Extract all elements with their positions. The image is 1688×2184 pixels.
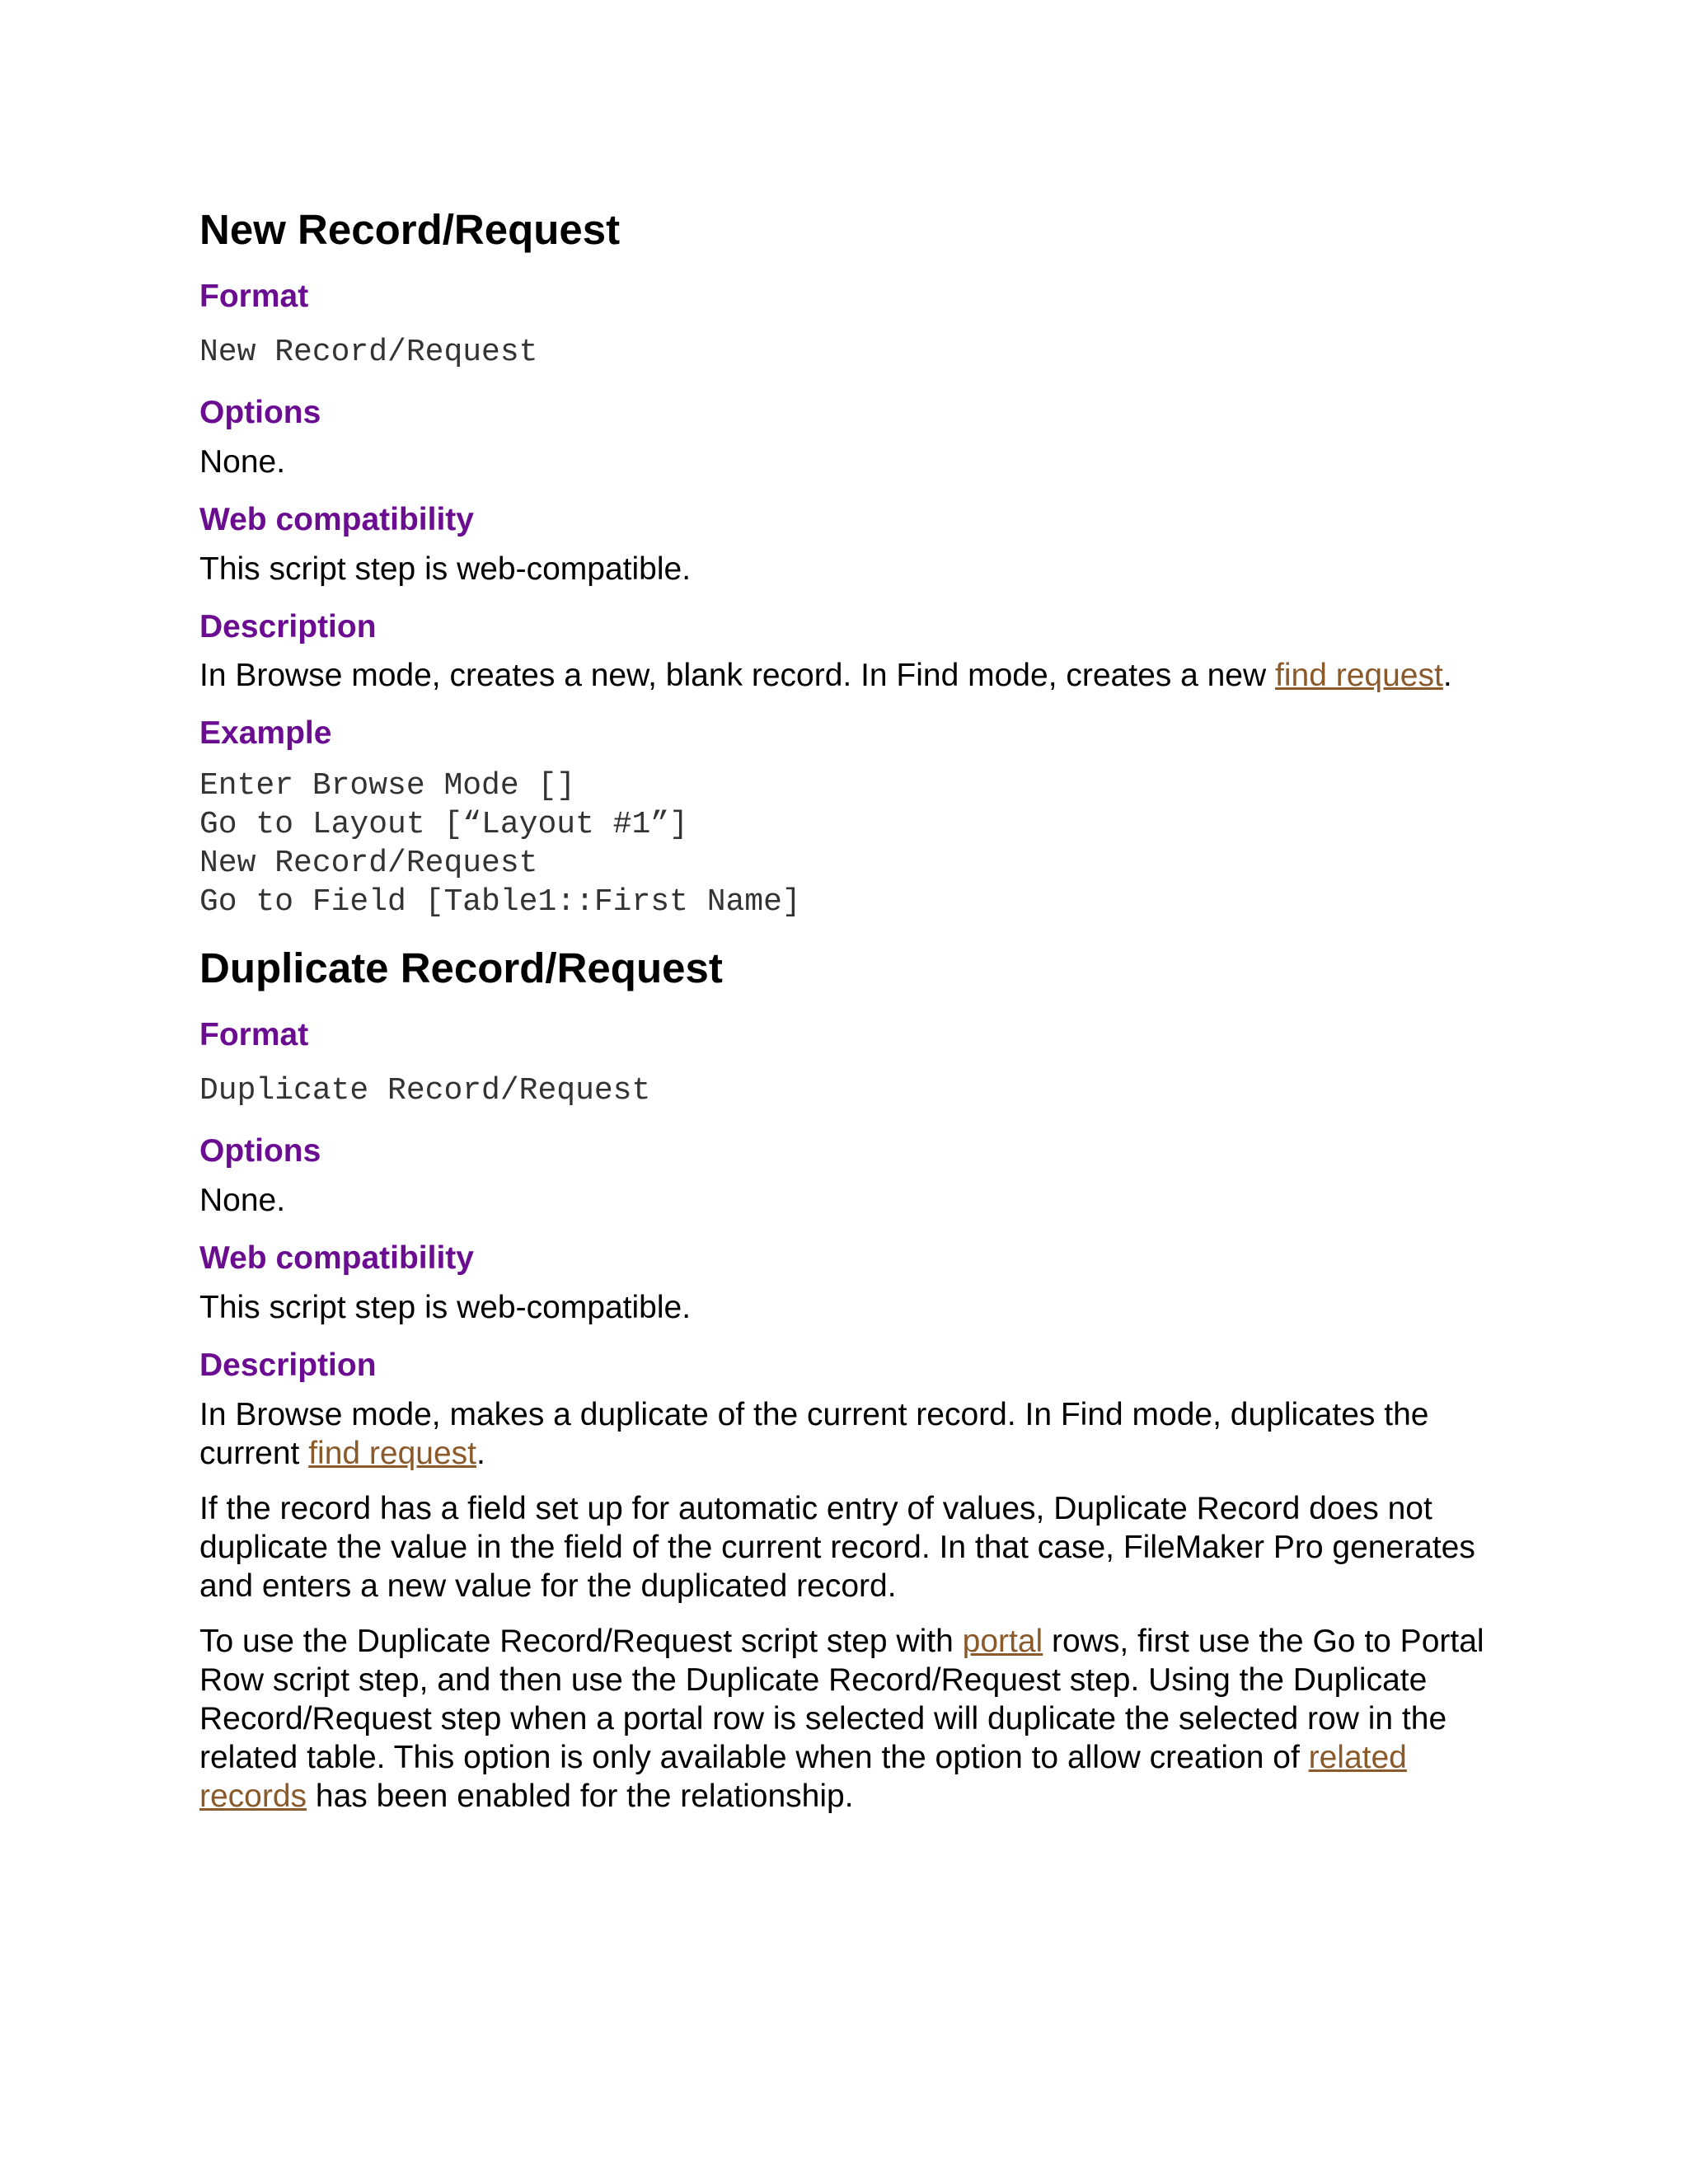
web-compatibility-heading: Web compatibility	[199, 1240, 474, 1276]
format-heading: Format	[199, 279, 309, 315]
paragraph-text: In Browse mode, makes a duplicate of the current record. In Find mode, duplicates the current	[199, 1396, 1429, 1471]
example-code-line: Enter Browse Mode []	[199, 768, 576, 804]
description-heading: Description	[199, 1347, 377, 1383]
section-title-duplicate-record: Duplicate Record/Request	[199, 944, 723, 992]
description-paragraph-2: If the record has a field set up for automatic entry of values, Duplicate Record does not duplicate the value in the field of the current record. In that case, FileMaker Pro generates and enters a new value for the duplicated record.	[199, 1490, 1475, 1604]
description-heading: Description	[199, 608, 377, 644]
find-request-link[interactable]: find request	[1275, 658, 1443, 694]
web-compatibility-text: This script step is web-compatible.	[199, 551, 692, 587]
paragraph-text-end: .	[476, 1435, 485, 1471]
options-text: None.	[199, 1182, 286, 1218]
format-code: Duplicate Record/Request	[199, 1073, 651, 1109]
description-paragraph-3	[199, 1622, 1510, 1816]
paragraph-text: To use the Duplicate Record/Request script step with	[199, 1623, 963, 1659]
find-request-link[interactable]: find request	[308, 1435, 477, 1471]
web-compatibility-heading: Web compatibility	[199, 501, 474, 537]
example-code-line: New Record/Request	[199, 846, 538, 882]
related-records-link[interactable]: related records	[199, 1739, 1407, 1814]
format-heading: Format	[199, 1017, 309, 1053]
options-text: None.	[199, 443, 286, 480]
description-text	[199, 656, 1510, 695]
document-page	[199, 204, 1510, 1816]
example-heading: Example	[199, 715, 332, 752]
paragraph-text: has been enabled for the relationship.	[307, 1778, 854, 1814]
paragraph-text: rows, first use the Go to Portal Row script step, and then use the Duplicate Record/Request step. Using the Duplicate Record/Request step when a portal row is selected will duplicate the selected row in the related table. This option is only available when the option to allow creation of	[199, 1623, 1484, 1775]
description-text-part: In Browse mode, creates a new, blank record. In Find mode, creates a new	[199, 658, 1275, 694]
options-heading: Options	[199, 1133, 321, 1169]
example-code-line: Go to Layout [“Layout #1”]	[199, 807, 688, 843]
description-paragraph-1	[199, 1395, 1510, 1473]
description-text-end: .	[1442, 658, 1452, 694]
portal-link[interactable]: portal	[962, 1623, 1043, 1659]
format-code: New Record/Request	[199, 334, 538, 370]
options-heading: Options	[199, 394, 321, 430]
example-code-line: Go to Field [Table1::First Name]	[199, 884, 801, 921]
web-compatibility-text: This script step is web-compatible.	[199, 1289, 692, 1325]
example-code-block	[199, 766, 1510, 921]
section-title-new-record: New Record/Request	[199, 206, 621, 253]
